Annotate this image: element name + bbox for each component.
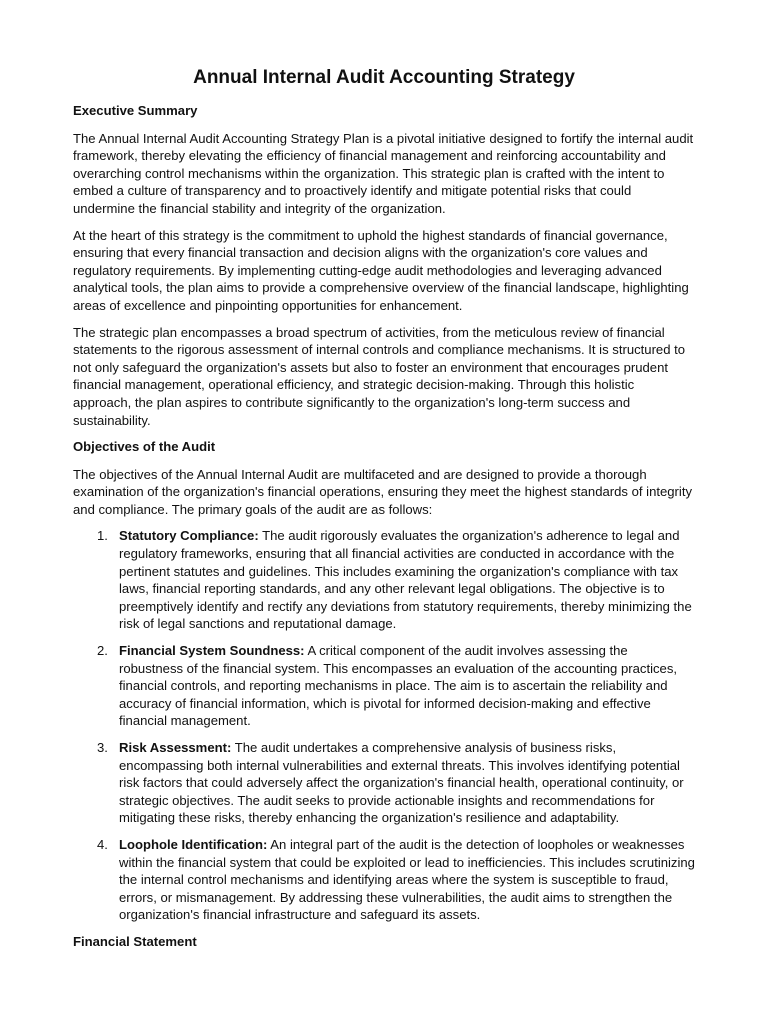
objective-item-statutory-compliance [73,527,695,633]
objective-item-loophole-identification [73,836,695,924]
executive-summary-paragraph-2: At the heart of this strategy is the commitment to uphold the highest standards of financial governance, ensuring that every financial transaction and decision aligns with the organization's core values and regulatory requirements. By implementing cutting-edge audit methodologies and leveraging advanced analytical tools, the plan aims to provide a comprehensive overview of the financial landscape, highlighting areas of excellence and pinpointing opportunities for enhancement. [73,227,689,313]
executive-summary-paragraph-3: The strategic plan encompasses a broad spectrum of activities, from the meticulous review of financial statements to the rigorous assessment of internal controls and compliance mechanisms. It is structured to not only safeguard the organization's assets but also to foster an environment that encourages prudent financial management, operational efficiency, and strategic decision-making. Through this holistic approach, the plan aspires to contribute significantly to the organization's long-term success and sustainability. [73,324,686,428]
objective-text: A critical component of the audit involves assessing the robustness of the financial system. This encompasses an evaluation of the accounting practices, financial controls, and reporting mechanisms in place. The aim is to ascertain the reliability and accuracy of financial information, which is pivotal for informed decision-making and effective financial management. [119,643,678,729]
list-number: 1. [97,528,108,544]
document-title: Annual Internal Audit Accounting Strategy [193,67,575,88]
objective-item-financial-system-soundness [73,642,695,730]
objective-text: The audit rigorously evaluates the organization's adherence to legal and regulatory frameworks, ensuring that all financial activities are conducted in accordance with the pertinent statutes and guidelines. This includes examining the organization's compliance with tax laws, financial reporting standards, and any other relevant legal obligations. The objective is to preemptively identify and rectify any deviations from statutory requirements, thereby minimizing the risk of legal sanctions and reputational damage. [119,528,692,632]
section-heading-financial-statement: Financial Statement [73,933,197,949]
objective-label: Risk Assessment: [119,740,232,755]
objective-text: The audit undertakes a comprehensive analysis of business risks, encompassing both internal vulnerabilities and external threats. This involves identifying potential risk factors that could adversely affect the organization's financial health, operational continuity, or strategic objectives. The audit seeks to provide actionable insights and recommendations for mitigating these risks, thereby enhancing the organization's resilience and adaptability. [119,740,684,826]
section-heading-objectives: Objectives of the Audit [73,439,216,455]
section-heading-executive-summary: Executive Summary [73,103,198,118]
objective-item-risk-assessment [73,739,695,827]
list-number: 3. [97,740,108,755]
list-number: 4. [97,836,108,852]
executive-summary-paragraph-1: The Annual Internal Audit Accounting Strategy Plan is a pivotal initiative designed to fortify the internal audit framework, thereby elevating the efficiency of financial management and reinforcing accountability and overarching control mechanisms within the organization. This strategic plan is crafted with the intent to embed a culture of transparency and to proactively identify and mitigate potential risks that could undermine the financial stability and integrity of the organization. [73,130,694,216]
objective-label: Financial System Soundness: [119,643,305,659]
list-number: 2. [97,643,108,659]
objectives-intro-paragraph: The objectives of the Annual Internal Audit are multifaceted and are designed to provide a thorough examination of the organization's financial operations, ensuring they meet the highest standards of integrity and compliance. The primary goals of the audit are as follows: [73,466,693,517]
objective-label: Statutory Compliance: [119,528,259,544]
objective-label: Loophole Identification: [119,836,268,852]
objectives-list [73,527,695,923]
objective-text: An integral part of the audit is the detection of loopholes or weaknesses within the financial system that could be exploited or lead to inefficiencies. This includes scrutinizing the internal control mechanisms and identifying areas where the system is susceptible to fraud, errors, or mismanagement. By addressing these vulnerabilities, the audit aims to strengthen the organization's financial infrastructure and safeguard its assets. [119,836,695,923]
